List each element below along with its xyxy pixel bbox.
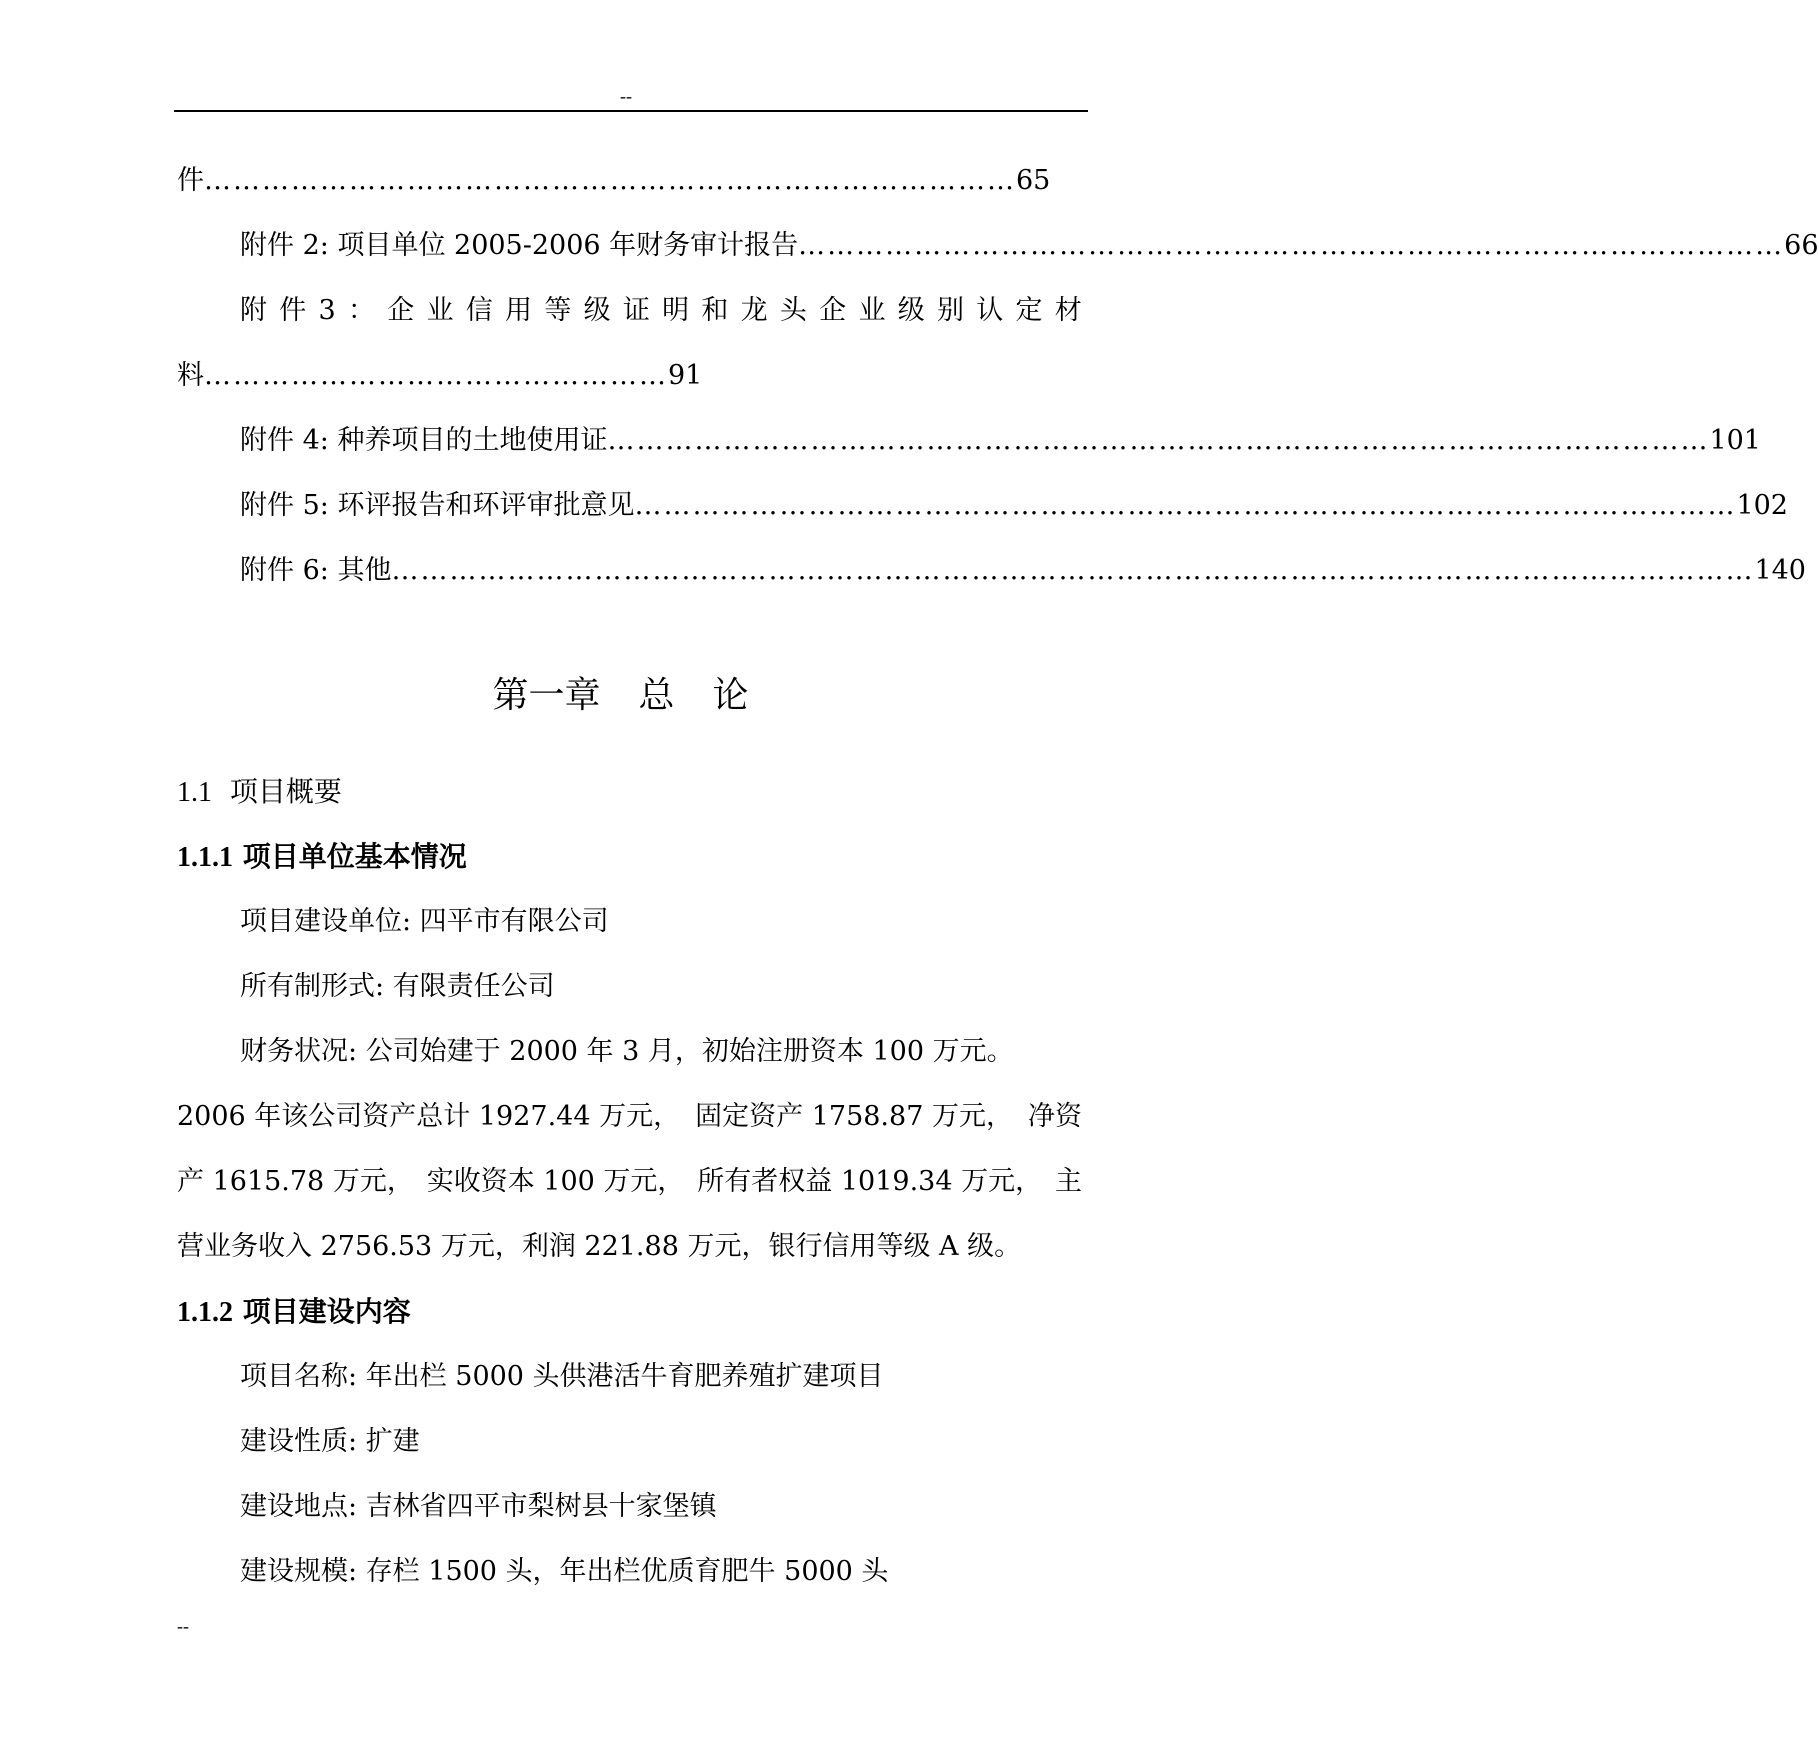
toc-char: 证 xyxy=(622,295,650,326)
toc-char: 明 xyxy=(662,295,690,326)
project-name-line: 项目名称: 年出栏 5000 头供港活牛育肥养殖扩建项目 xyxy=(240,1361,884,1392)
section-title: 项目概要 xyxy=(229,775,342,808)
toc-char: 材 xyxy=(1054,295,1082,326)
toc-page-number: 66 xyxy=(1784,230,1819,261)
toc-char: 级 xyxy=(583,295,611,326)
toc-char: 3 xyxy=(318,295,336,326)
toc-page-number: 102 xyxy=(1736,490,1788,521)
header-rule xyxy=(174,110,1088,112)
section-heading-1-1 xyxy=(177,772,342,813)
toc-char: ： xyxy=(347,295,375,326)
finance-segment: 2006 年该公司资产总计 1927.44 万元， xyxy=(177,1101,681,1132)
finance-line-4: 营业务收入 2756.53 万元，利润 221.88 万元，银行信用等级 A 级。 xyxy=(177,1231,1022,1262)
finance-segment: 净资 xyxy=(1027,1101,1082,1132)
builder-line: 项目建设单位: 四平市有限公司 xyxy=(240,906,609,937)
project-location-line: 建设地点: 吉林省四平市梨树县十家堡镇 xyxy=(240,1491,717,1522)
toc-char: 认 xyxy=(976,295,1004,326)
toc-leader-dots: …………………………………………………………………………………………………… xyxy=(634,490,1737,521)
toc-char: 别 xyxy=(936,295,964,326)
toc-char: 业 xyxy=(858,295,886,326)
toc-char: 件 xyxy=(279,295,307,326)
toc-char: 业 xyxy=(426,295,454,326)
toc-page-number: 101 xyxy=(1709,425,1761,456)
toc-entry-attachment-5[interactable] xyxy=(240,486,1788,526)
toc-char: 和 xyxy=(701,295,729,326)
toc-leader-dots: …………………………………………………………………………………………………… xyxy=(607,425,1710,456)
toc-char: 龙 xyxy=(740,295,768,326)
header-mark: -- xyxy=(620,86,632,106)
toc-leader-dots: ………………………………………… xyxy=(204,360,668,391)
toc-page-number: 91 xyxy=(668,360,703,391)
toc-leader-dots: ………………………………………………………………………………………… xyxy=(798,230,1785,261)
toc-char: 用 xyxy=(505,295,533,326)
toc-page-number: 65 xyxy=(1016,165,1051,196)
toc-char: 头 xyxy=(779,295,807,326)
toc-entry-attachment-4[interactable] xyxy=(240,421,1761,461)
toc-leader-dots: ………………………………………………………………………… xyxy=(204,165,1016,196)
toc-entry-attachment-3[interactable] xyxy=(240,291,1082,331)
finance-line-2 xyxy=(177,1097,1082,1137)
chapter-number: 第一章 xyxy=(492,675,601,716)
finance-segment: 主 xyxy=(1054,1166,1082,1197)
toc-char: 等 xyxy=(544,295,572,326)
toc-char: 企 xyxy=(387,295,415,326)
toc-char: 级 xyxy=(897,295,925,326)
finance-line-1: 财务状况: 公司始建于 2000 年 3 月，初始注册资本 100 万元。 xyxy=(240,1036,1014,1067)
toc-entry-label: 附件 6: 其他 xyxy=(240,555,392,586)
toc-entry-attachment-6[interactable] xyxy=(240,551,1806,591)
toc-entry-label: 附件 2: 项目单位 2005-2006 年财务审计报告 xyxy=(240,230,799,261)
toc-char: 信 xyxy=(465,295,493,326)
toc-entry-label: 附件 5: 环评报告和环评审批意见 xyxy=(240,490,635,521)
subsection-heading-1-1-2 xyxy=(177,1292,411,1333)
toc-entry-attachment-1-cont[interactable] xyxy=(177,161,1051,201)
section-number: 1.1 xyxy=(177,777,212,808)
footer-mark: -- xyxy=(177,1616,189,1636)
finance-line-3 xyxy=(177,1162,1082,1202)
toc-entry-label: 件 xyxy=(177,165,204,196)
project-nature-line: 建设性质: 扩建 xyxy=(240,1426,420,1457)
toc-page-number: 140 xyxy=(1754,555,1806,586)
toc-entry-label: 料 xyxy=(177,360,204,391)
chapter-title-char: 总 xyxy=(638,675,675,716)
subsection-number: 1.1.2 xyxy=(177,1297,233,1328)
toc-char: 定 xyxy=(1015,295,1043,326)
finance-segment: 实收资本 100 万元， xyxy=(426,1166,685,1197)
finance-segment: 固定资产 1758.87 万元， xyxy=(695,1101,1013,1132)
finance-segment: 所有者权益 1019.34 万元， xyxy=(697,1166,1043,1197)
toc-entry-attachment-2[interactable] xyxy=(240,226,1819,266)
toc-entry-label: 附件 4: 种养项目的土地使用证 xyxy=(240,425,608,456)
ownership-line: 所有制形式: 有限责任公司 xyxy=(240,971,555,1002)
subsection-heading-1-1-1 xyxy=(177,837,467,878)
chapter-title-char: 论 xyxy=(712,675,749,716)
toc-char: 附 xyxy=(240,295,267,326)
subsection-number: 1.1.1 xyxy=(177,842,233,873)
project-scale-line: 建设规模: 存栏 1500 头，年出栏优质育肥牛 5000 头 xyxy=(240,1556,889,1587)
toc-entry-attachment-3-cont[interactable] xyxy=(177,356,703,396)
subsection-title: 项目单位基本情况 xyxy=(242,840,467,873)
subsection-title: 项目建设内容 xyxy=(242,1295,411,1328)
finance-segment: 产 1615.78 万元， xyxy=(177,1166,414,1197)
toc-char: 企 xyxy=(819,295,847,326)
toc-leader-dots: …………………………………………………………………………………………………………………………… xyxy=(391,555,1755,586)
chapter-title xyxy=(0,672,1241,720)
